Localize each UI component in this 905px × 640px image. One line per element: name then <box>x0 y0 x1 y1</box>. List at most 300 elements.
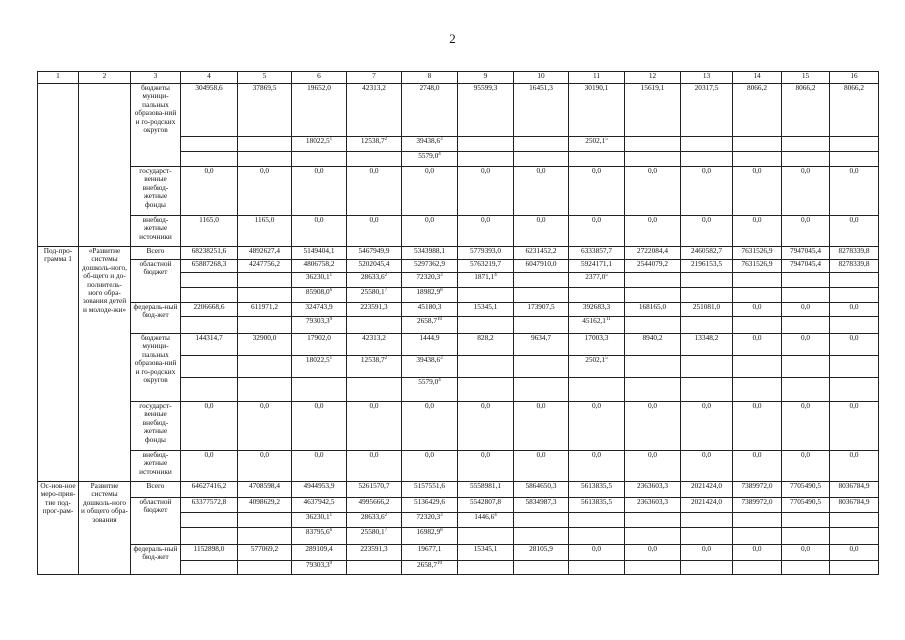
value-cell <box>830 356 879 378</box>
footnote-marker: 2 <box>384 513 388 518</box>
amount-value: 5157551,6 <box>413 481 445 490</box>
amount-value: 6231452,2 <box>525 246 557 255</box>
amount-value: 16982,9 <box>416 527 441 536</box>
value-cell <box>514 402 569 451</box>
value-cell <box>181 288 238 303</box>
amount-value: 0,0 <box>591 544 602 553</box>
value-cell <box>181 303 238 317</box>
table-row <box>38 84 879 137</box>
value-cell <box>681 498 733 513</box>
amount-value: 25580,1 <box>360 287 385 296</box>
amount-value: 0,0 <box>647 544 658 553</box>
amount-value: 0,0 <box>204 166 214 175</box>
value-cell <box>830 167 879 216</box>
amount-value: 0,0 <box>369 166 379 175</box>
value-cell <box>569 451 625 482</box>
amount-value: 19652,0 <box>307 83 331 92</box>
value-cell <box>681 378 733 402</box>
value-cell <box>830 247 879 260</box>
amount-value: 5343988,1 <box>413 246 445 255</box>
value-cell <box>347 402 402 451</box>
amount-value: 12538,7 <box>360 136 385 145</box>
value-cell <box>181 545 238 561</box>
footnote-marker: 3 <box>440 137 443 142</box>
amount-value: 8278339,8 <box>838 259 870 268</box>
value-cell <box>681 451 733 482</box>
value-cell <box>782 260 830 273</box>
amount-value: 5558981,1 <box>469 481 501 490</box>
amount-value: 251081,0 <box>692 302 721 311</box>
value-cell <box>681 167 733 216</box>
amount-value: 5763219,7 <box>469 259 501 268</box>
amount-value: 28633,6 <box>360 512 385 521</box>
value-cell <box>347 378 402 402</box>
amount-value: 828,2 <box>477 333 494 342</box>
amount-value: 7705490,5 <box>789 497 821 506</box>
amount-value: 0,0 <box>849 215 859 224</box>
value-cell <box>733 303 782 317</box>
value-cell <box>347 561 402 575</box>
amount-value: 65887268,3 <box>191 259 227 268</box>
value-cell <box>830 545 879 561</box>
value-cell <box>292 334 347 356</box>
footnote-marker: 4 <box>494 513 497 518</box>
value-cell <box>625 545 681 561</box>
value-cell <box>782 303 830 317</box>
value-cell <box>514 334 569 356</box>
amount-value: 0,0 <box>800 450 811 459</box>
value-cell <box>625 216 681 247</box>
value-cell <box>458 498 514 513</box>
value-cell <box>782 561 830 575</box>
footnote-marker: 6 <box>329 288 333 293</box>
value-cell <box>181 317 238 334</box>
value-cell <box>514 498 569 513</box>
amount-value: 25580,1 <box>360 527 385 536</box>
value-cell <box>181 260 238 273</box>
amount-value: 8066,2 <box>795 83 816 92</box>
value-cell <box>625 482 681 498</box>
value-cell <box>238 273 292 288</box>
column-number-header: 7 <box>347 72 402 84</box>
funding-source-cell: государст-венные внебюд-жетные фонды <box>131 167 181 216</box>
amount-value: 42313,2 <box>362 333 386 342</box>
funding-source-cell: областной бюджет <box>131 498 181 545</box>
value-cell <box>681 317 733 334</box>
amount-value: 5579,0 <box>418 151 439 160</box>
amount-value: 2196153,5 <box>690 259 722 268</box>
value-cell <box>733 216 782 247</box>
column-number-header: 12 <box>625 72 681 84</box>
value-cell <box>402 247 458 260</box>
amount-value: 8066,2 <box>746 83 768 92</box>
value-cell <box>782 498 830 513</box>
value-cell <box>681 84 733 137</box>
value-cell <box>625 334 681 356</box>
amount-value: 13348,2 <box>694 333 719 342</box>
amount-value: 7947045,4 <box>789 246 821 255</box>
value-cell <box>181 528 238 545</box>
amount-value: 0,0 <box>536 450 546 459</box>
value-cell <box>733 378 782 402</box>
amount-value: 0,0 <box>259 450 270 459</box>
value-cell <box>402 334 458 356</box>
value-cell <box>292 216 347 247</box>
value-cell <box>292 167 347 216</box>
value-cell <box>782 273 830 288</box>
footnote-marker: 5 <box>605 273 608 278</box>
value-cell <box>830 260 879 273</box>
value-cell <box>625 137 681 152</box>
value-cell <box>181 152 238 167</box>
value-cell <box>625 288 681 303</box>
amount-value: 5202045,4 <box>358 259 390 268</box>
footnote-marker: 4 <box>494 273 497 278</box>
amount-value: 0,0 <box>647 401 658 410</box>
amount-value: 8036784,9 <box>838 497 870 506</box>
amount-value: 18022,5 <box>305 136 330 145</box>
amount-value: 5613835,5 <box>580 497 612 506</box>
value-cell <box>569 137 625 152</box>
value-cell <box>830 334 879 356</box>
amount-value: 0,0 <box>591 215 602 224</box>
value-cell <box>292 288 347 303</box>
amount-value: 32900,0 <box>252 333 277 342</box>
value-cell <box>181 84 238 137</box>
value-cell <box>625 167 681 216</box>
amount-value: 18982,9 <box>416 287 441 296</box>
amount-value: 5579,0 <box>418 377 439 386</box>
value-cell <box>782 545 830 561</box>
amount-value: 577069,2 <box>250 544 279 553</box>
funding-source-cell: федераль-ный бюд-жет <box>131 545 181 575</box>
amount-value: 2658,7 <box>416 560 438 569</box>
funding-source-cell: бюджеты муници-пальных образова-ний и го-родских округов <box>131 334 181 402</box>
amount-value: 1446,6 <box>474 512 495 521</box>
amount-value: 4995666,2 <box>358 497 390 506</box>
amount-value: 42313,2 <box>362 83 386 92</box>
value-cell <box>347 167 402 216</box>
value-cell <box>347 137 402 152</box>
value-cell <box>782 451 830 482</box>
amount-value: 0,0 <box>849 333 859 342</box>
amount-value: 0,0 <box>752 302 762 311</box>
value-cell <box>830 273 879 288</box>
value-cell <box>733 402 782 451</box>
amount-value: 0,0 <box>480 450 491 459</box>
value-cell <box>181 137 238 152</box>
amount-value: 68238251,6 <box>191 246 227 255</box>
amount-value: 0,0 <box>424 166 435 175</box>
amount-value: 0,0 <box>369 401 379 410</box>
column-number-header: 8 <box>402 72 458 84</box>
amount-value: 36230,1 <box>305 512 330 521</box>
footnote-marker: 3 <box>440 513 443 518</box>
value-cell <box>625 451 681 482</box>
amount-value: 223591,3 <box>360 302 388 311</box>
value-cell <box>830 451 879 482</box>
amount-value: 4708598,4 <box>248 481 280 490</box>
value-cell <box>733 167 782 216</box>
value-cell <box>830 402 879 451</box>
value-cell <box>681 513 733 528</box>
value-cell <box>402 482 458 498</box>
amount-value: 0,0 <box>536 166 546 175</box>
amount-value: 1152898,0 <box>193 544 225 553</box>
value-cell <box>569 152 625 167</box>
amount-value: 0,0 <box>204 401 214 410</box>
program-name-cell <box>79 84 131 247</box>
value-cell <box>733 451 782 482</box>
amount-value: 4247756,2 <box>248 259 280 268</box>
value-cell <box>347 216 402 247</box>
value-cell <box>514 84 569 137</box>
value-cell <box>569 402 625 451</box>
value-cell <box>733 545 782 561</box>
value-cell <box>238 378 292 402</box>
value-cell <box>292 451 347 482</box>
amount-value: 0,0 <box>701 166 712 175</box>
value-cell <box>569 303 625 317</box>
value-cell <box>625 303 681 317</box>
value-cell <box>514 528 569 545</box>
amount-value: 0,0 <box>701 401 712 410</box>
funding-source-cell: внебюд-жетные источники <box>131 216 181 247</box>
value-cell <box>830 317 879 334</box>
value-cell <box>347 356 402 378</box>
value-cell <box>625 317 681 334</box>
value-cell <box>458 482 514 498</box>
value-cell <box>181 216 238 247</box>
footnote-marker: 9 <box>329 317 333 322</box>
footnote-marker: 10 <box>437 317 443 322</box>
amount-value: 7389972,0 <box>741 497 773 506</box>
amount-value: 6333857,7 <box>580 246 612 255</box>
value-cell <box>782 513 830 528</box>
value-cell <box>830 288 879 303</box>
amount-value: 0,0 <box>701 544 712 553</box>
value-cell <box>830 152 879 167</box>
amount-value: 7705490,5 <box>789 481 821 490</box>
value-cell <box>514 152 569 167</box>
value-cell <box>569 216 625 247</box>
value-cell <box>402 167 458 216</box>
amount-value: 79303,3 <box>305 560 330 569</box>
value-cell <box>782 84 830 137</box>
value-cell <box>733 288 782 303</box>
value-cell <box>292 545 347 561</box>
amount-value: 0,0 <box>314 450 324 459</box>
value-cell <box>402 402 458 451</box>
amount-value: 36230,1 <box>305 272 330 281</box>
amount-value: 2377,0 <box>585 272 606 281</box>
value-cell <box>830 482 879 498</box>
amount-value: 0,0 <box>591 166 602 175</box>
value-cell <box>402 288 458 303</box>
value-cell <box>402 273 458 288</box>
amount-value: 7631526,9 <box>741 246 773 255</box>
value-cell <box>569 334 625 356</box>
value-cell <box>181 498 238 513</box>
value-cell <box>733 513 782 528</box>
amount-value: 5542807,8 <box>469 497 501 506</box>
value-cell <box>181 451 238 482</box>
value-cell <box>569 273 625 288</box>
value-cell <box>402 303 458 317</box>
value-cell <box>292 273 347 288</box>
footnote-marker: 1 <box>329 356 333 361</box>
amount-value: 0,0 <box>480 215 491 224</box>
value-cell <box>782 402 830 451</box>
value-cell <box>782 152 830 167</box>
amount-value: 144314,7 <box>195 333 223 342</box>
value-cell <box>402 152 458 167</box>
value-cell <box>733 334 782 356</box>
amount-value: 0,0 <box>204 450 214 459</box>
amount-value: 324743,9 <box>305 302 333 311</box>
table-row <box>38 482 879 498</box>
footnote-marker: 11 <box>605 317 611 322</box>
value-cell <box>181 356 238 378</box>
value-cell <box>830 137 879 152</box>
amount-value: 4944953,9 <box>303 481 335 490</box>
column-number-header: 3 <box>131 72 181 84</box>
value-cell <box>625 247 681 260</box>
value-cell <box>238 84 292 137</box>
value-cell <box>625 378 681 402</box>
value-cell <box>458 561 514 575</box>
value-cell <box>347 482 402 498</box>
value-cell <box>733 356 782 378</box>
amount-value: 5779393,0 <box>469 246 501 255</box>
value-cell <box>830 303 879 317</box>
table-row <box>38 260 879 273</box>
value-cell <box>347 260 402 273</box>
value-cell <box>238 260 292 273</box>
value-cell <box>347 303 402 317</box>
amount-value: 5924171,1 <box>580 259 612 268</box>
funding-source-cell: Всего <box>131 482 181 498</box>
value-cell <box>292 402 347 451</box>
amount-value: 2363603,3 <box>636 497 668 506</box>
value-cell <box>625 152 681 167</box>
amount-value: 5261570,7 <box>358 481 390 490</box>
value-cell <box>681 303 733 317</box>
value-cell <box>402 451 458 482</box>
value-cell <box>181 167 238 216</box>
column-number-header: 4 <box>181 72 238 84</box>
value-cell <box>830 498 879 513</box>
value-cell <box>782 378 830 402</box>
table-row <box>38 167 879 216</box>
table-row <box>38 216 879 247</box>
value-cell <box>681 482 733 498</box>
value-cell <box>402 260 458 273</box>
footnote-marker: 8 <box>440 288 443 293</box>
value-cell <box>782 288 830 303</box>
value-cell <box>347 334 402 356</box>
value-cell <box>238 303 292 317</box>
amount-value: 0,0 <box>259 401 270 410</box>
amount-value: 17902,0 <box>307 333 331 342</box>
value-cell <box>292 152 347 167</box>
amount-value: 5613835,5 <box>580 481 612 490</box>
value-cell <box>458 303 514 317</box>
value-cell <box>569 260 625 273</box>
value-cell <box>292 528 347 545</box>
value-cell <box>514 260 569 273</box>
column-number-header: 13 <box>681 72 733 84</box>
value-cell <box>625 260 681 273</box>
footnote-marker: 7 <box>384 528 388 533</box>
amount-value: 0,0 <box>536 401 546 410</box>
footnote-marker: 2 <box>384 273 388 278</box>
footnote-marker: 2 <box>384 356 388 361</box>
value-cell <box>347 84 402 137</box>
value-cell <box>625 528 681 545</box>
amount-value: 95599,3 <box>473 83 498 92</box>
amount-value: 2021424,0 <box>690 481 722 490</box>
value-cell <box>347 247 402 260</box>
amount-value: 64627416,2 <box>191 481 227 490</box>
amount-value: 289109,4 <box>305 544 333 553</box>
funding-source-cell: государст-венные внебюд-жетные фонды <box>131 402 181 451</box>
amount-value: 0,0 <box>424 401 435 410</box>
amount-value: 7389972,0 <box>741 481 773 490</box>
amount-value: 1165,0 <box>199 215 219 224</box>
amount-value: 2748,0 <box>419 83 440 92</box>
column-number-header: 14 <box>733 72 782 84</box>
value-cell <box>458 260 514 273</box>
value-cell <box>681 216 733 247</box>
amount-value: 1871,1 <box>474 272 495 281</box>
value-cell <box>514 482 569 498</box>
amount-value: 0,0 <box>849 450 859 459</box>
amount-value: 15345,1 <box>473 544 498 553</box>
value-cell <box>292 317 347 334</box>
value-cell <box>514 137 569 152</box>
value-cell <box>238 482 292 498</box>
value-cell <box>733 482 782 498</box>
value-cell <box>514 513 569 528</box>
amount-value: 0,0 <box>752 166 762 175</box>
amount-value: 5834987,3 <box>525 497 557 506</box>
funding-source-cell: областной бюджет <box>131 260 181 303</box>
value-cell <box>292 498 347 513</box>
value-cell <box>733 247 782 260</box>
amount-value: 0,0 <box>314 215 324 224</box>
footnote-marker: 1 <box>329 137 333 142</box>
amount-value: 16451,3 <box>529 83 553 92</box>
amount-value: 39438,6 <box>416 136 441 145</box>
value-cell <box>733 498 782 513</box>
value-cell <box>733 528 782 545</box>
value-cell <box>830 528 879 545</box>
amount-value: 0,0 <box>849 401 859 410</box>
amount-value: 0,0 <box>259 166 270 175</box>
funding-table <box>37 71 879 575</box>
value-cell <box>181 482 238 498</box>
funding-source-cell: Всего <box>131 247 181 260</box>
amount-value: 0,0 <box>849 302 859 311</box>
amount-value: 223591,3 <box>360 544 388 553</box>
value-cell <box>238 317 292 334</box>
value-cell <box>733 137 782 152</box>
program-status-cell <box>38 84 79 247</box>
table-row <box>38 334 879 356</box>
footnote-marker: 10 <box>437 561 443 566</box>
amount-value: 20317,5 <box>694 83 719 92</box>
